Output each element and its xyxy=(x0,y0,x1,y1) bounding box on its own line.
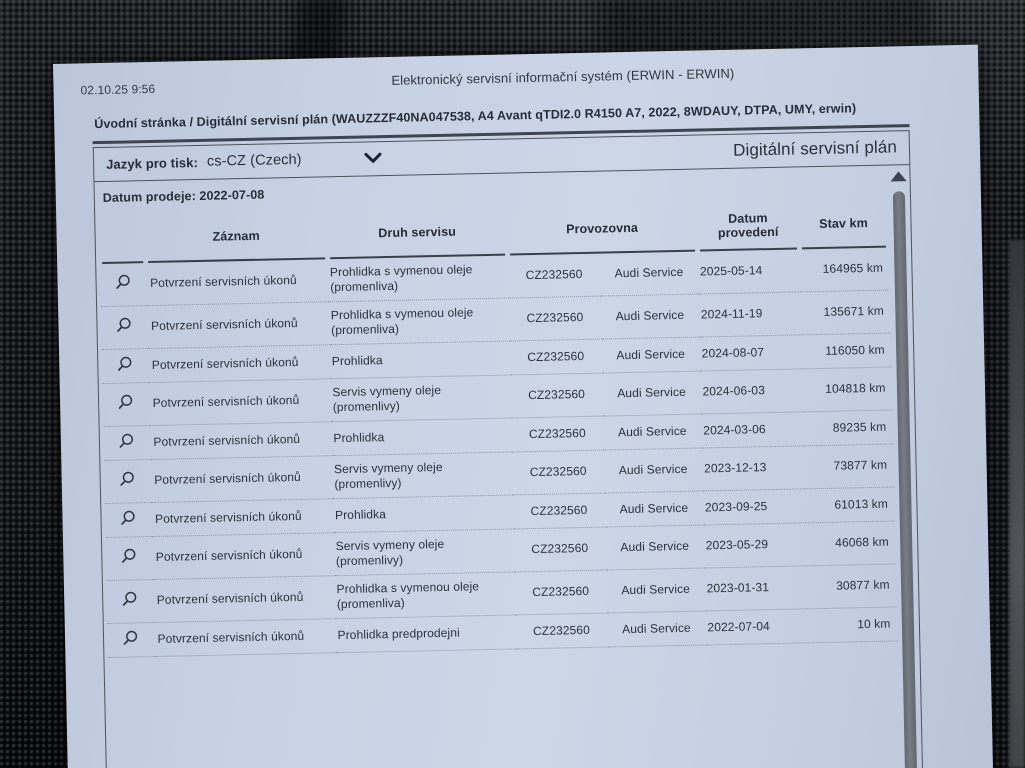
odometer-value: 73877 km xyxy=(804,443,894,488)
printed-service-plan-page xyxy=(53,45,994,768)
fabric-edge-trim xyxy=(1009,240,1025,768)
workshop-code: CZ232560 xyxy=(508,252,601,297)
service-type: Prohlidka s vymenou oleje (promenliva) xyxy=(329,298,510,345)
odometer-value: 104818 km xyxy=(802,367,892,412)
magnifier-icon[interactable] xyxy=(119,470,136,491)
workshop-name: Audi Service xyxy=(601,337,700,373)
system-title: Elektronický servisní informační systém (ERWIN - ERWIN) xyxy=(391,65,735,88)
workshop-code: CZ232560 xyxy=(509,339,602,375)
sale-date: Datum prodeje: 2022-07-08 xyxy=(102,187,265,205)
service-date: 2025-05-14 xyxy=(698,248,801,294)
workshop-name: Audi Service xyxy=(600,250,699,296)
print-language-select[interactable]: cs-CZ (Czech) xyxy=(206,151,302,170)
odometer-value: 116050 km xyxy=(801,333,891,369)
service-history-table xyxy=(96,194,899,658)
breadcrumb: Úvodní stránka / Digitální servisní plán (WAUZZZF40NA047538, A4 Avant qTDI2.0 R4150 A7, 2022, 8WDAUY, DTPA, UMY, erwin) xyxy=(94,101,857,132)
panel-title: Digitální servisní plán xyxy=(732,137,898,160)
service-date: 2023-12-13 xyxy=(702,445,805,490)
service-date: 2024-06-03 xyxy=(700,368,803,413)
workshop-code: CZ232560 xyxy=(512,450,605,495)
workshop-code: CZ232560 xyxy=(513,527,606,572)
workshop-name: Audi Service xyxy=(605,490,704,526)
column-header-icon xyxy=(99,210,146,263)
scroll-up-arrow-icon[interactable] xyxy=(890,171,906,181)
service-date: 2023-05-29 xyxy=(703,522,806,567)
service-date: 2024-03-06 xyxy=(701,411,804,447)
workshop-code: CZ232560 xyxy=(510,373,603,418)
odometer-value: 61013 km xyxy=(805,486,895,522)
odometer-value: 135671 km xyxy=(800,290,890,335)
record-label: Potvrzení servisních úkonů xyxy=(153,618,336,656)
record-label: Potvrzení servisních úkonů xyxy=(147,344,330,382)
workshop-code: CZ232560 xyxy=(515,613,608,649)
column-header-provozovna: Provozovna xyxy=(506,198,697,254)
service-type: Prohlidka predprodejni xyxy=(335,614,516,652)
service-type: Servis vymeny oleje (promenlivy) xyxy=(332,451,513,498)
odometer-value: 46068 km xyxy=(805,520,895,565)
record-label: Potvrzení servisních úkonů xyxy=(150,455,333,502)
magnifier-icon[interactable] xyxy=(114,273,131,294)
print-language-label: Jazyk pro tisk: xyxy=(105,154,199,172)
record-label: Potvrzení servisních úkonů xyxy=(149,421,332,459)
column-header-datum-provedeni: Datum provedení xyxy=(696,196,799,250)
magnifier-icon[interactable] xyxy=(117,393,134,414)
workshop-code: CZ232560 xyxy=(513,493,606,529)
service-type: Servis vymeny oleje (promenlivy) xyxy=(333,528,514,575)
record-label: Potvrzení servisních úkonů xyxy=(146,258,329,305)
odometer-value: 30877 km xyxy=(806,563,896,608)
odometer-value: 10 km xyxy=(807,606,897,642)
workshop-name: Audi Service xyxy=(605,524,704,569)
column-header-zaznam: Záznam xyxy=(145,206,328,262)
service-plan-panel xyxy=(93,130,925,768)
service-date: 2023-01-31 xyxy=(704,565,807,610)
workshop-name: Audi Service xyxy=(600,294,699,339)
workshop-name: Audi Service xyxy=(604,447,703,492)
service-type: Prohlidka xyxy=(329,341,510,379)
workshop-name: Audi Service xyxy=(607,610,706,646)
workshop-name: Audi Service xyxy=(603,414,702,450)
scrollbar-thumb[interactable] xyxy=(893,191,919,768)
workshop-name: Audi Service xyxy=(606,567,705,612)
workshop-name: Audi Service xyxy=(602,371,701,416)
column-header-stav-km: Stav km xyxy=(798,194,888,248)
service-date: 2024-11-19 xyxy=(698,291,801,336)
print-timestamp: 02.10.25 9:56 xyxy=(80,81,156,98)
magnifier-icon[interactable] xyxy=(115,316,132,337)
record-label: Potvrzení servisních úkonů xyxy=(151,498,334,536)
chevron-down-icon[interactable] xyxy=(363,152,381,164)
magnifier-icon[interactable] xyxy=(122,629,139,650)
record-label: Potvrzení servisních úkonů xyxy=(151,532,334,579)
service-type: Prohlidka xyxy=(333,494,514,532)
workshop-code: CZ232560 xyxy=(508,296,601,341)
odometer-value: 89235 km xyxy=(803,410,893,446)
service-type: Servis vymeny oleje (promenlivy) xyxy=(330,374,511,421)
workshop-code: CZ232560 xyxy=(514,570,607,615)
record-label: Potvrzení servisních úkonů xyxy=(147,301,330,348)
magnifier-icon[interactable] xyxy=(120,547,137,568)
service-date: 2023-09-25 xyxy=(703,488,806,524)
column-header-druh-servisu: Druh servisu xyxy=(327,202,508,258)
magnifier-icon[interactable] xyxy=(119,509,136,530)
service-type: Prohlidka s vymenou oleje (promenliva) xyxy=(334,571,515,618)
service-type: Prohlidka xyxy=(331,417,512,455)
magnifier-icon[interactable] xyxy=(116,355,133,376)
workshop-code: CZ232560 xyxy=(511,416,604,452)
record-label: Potvrzení servisních úkonů xyxy=(148,378,331,425)
service-date: 2024-08-07 xyxy=(699,334,802,370)
magnifier-icon[interactable] xyxy=(118,432,135,453)
odometer-value: 164965 km xyxy=(800,246,890,291)
service-type: Prohlidka s vymenou oleje (promenliva) xyxy=(328,254,509,301)
service-date: 2022-07-04 xyxy=(705,608,808,644)
record-label: Potvrzení servisních úkonů xyxy=(152,575,335,622)
magnifier-icon[interactable] xyxy=(121,590,138,611)
